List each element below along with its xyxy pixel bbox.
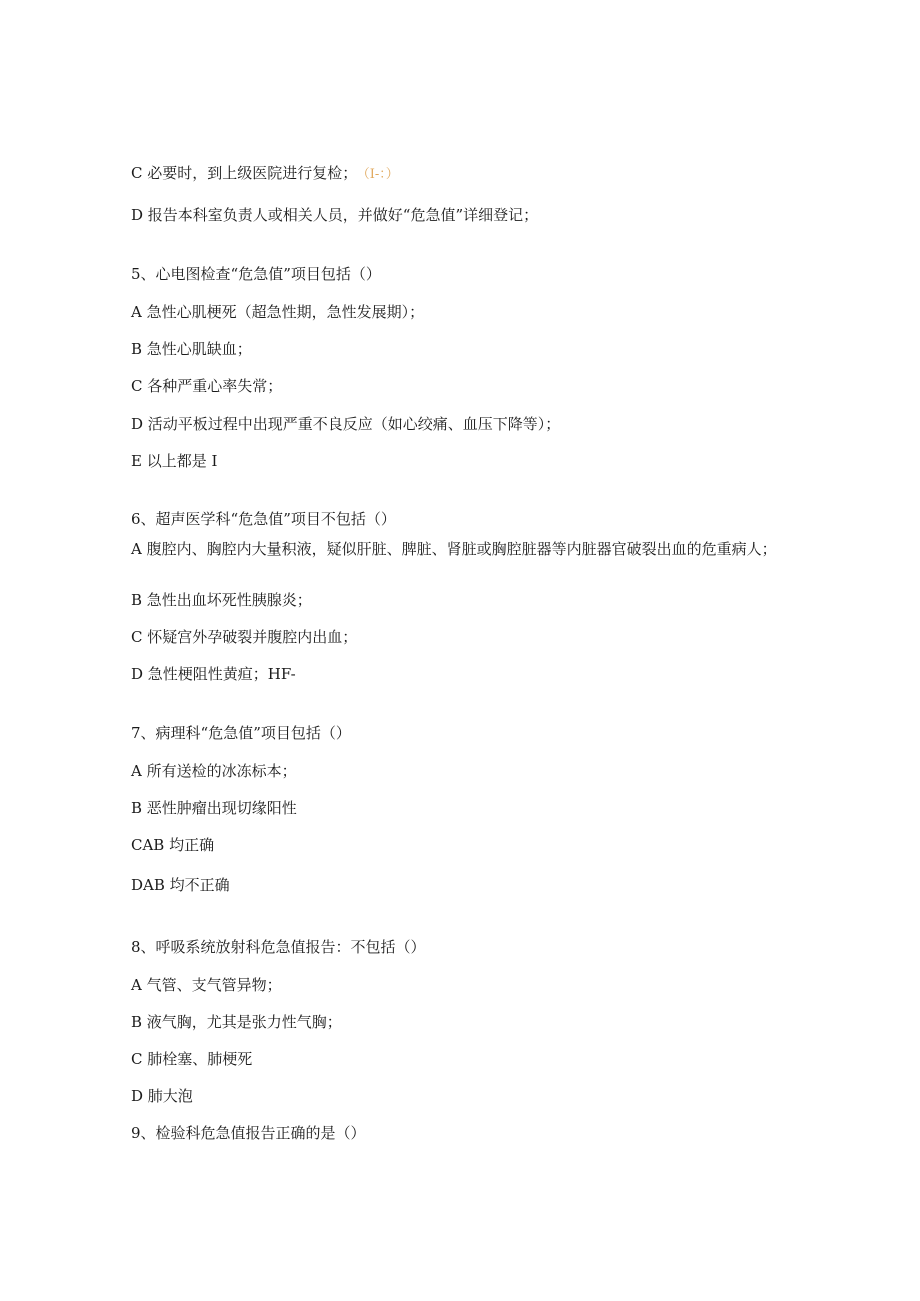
question-7-option-c: CAB 均正确 <box>131 836 215 854</box>
question-5-option-b: B 急性心肌缺血； <box>131 340 252 358</box>
question-5-option-c: C 各种严重心率失常； <box>131 377 283 395</box>
question-6-option-a: A 腹腔内、胸腔内大量积液，疑似肝脏、脾脏、肾脏或胸腔脏器等内脏器官破裂出血的危重病人； <box>131 540 777 558</box>
question-6-option-b: B 急性出血坏死性胰腺炎； <box>131 591 312 609</box>
question-9: 9、检验科危急值报告正确的是（） <box>131 1124 366 1142</box>
question-5: 5、心电图检查“危急值”项目包括（） <box>131 265 381 283</box>
question-6-option-d: D 急性梗阻性黄疸；HF- <box>131 665 296 683</box>
question-8-option-b: B 液气胸，尤其是张力性气胸； <box>131 1013 342 1031</box>
question-7: 7、病理科“危急值”项目包括（） <box>131 724 351 742</box>
option-text: C 必要时，到上级医院进行复检； <box>131 164 358 182</box>
question-5-option-e: E 以上都是 I <box>131 452 218 470</box>
question-6-option-c: C 怀疑宫外孕破裂并腹腔内出血； <box>131 628 358 646</box>
question-7-option-d: DAB 均不正确 <box>131 876 230 894</box>
question-7-option-b: B 恶性肿瘤出现切缘阳性 <box>131 799 297 817</box>
option-c-line <box>131 163 399 185</box>
question-5-option-a: A 急性心肌梗死（超急性期，急性发展期）； <box>131 303 425 321</box>
option-d-line: D 报告本科室负责人或相关人员，并做好“危急值”详细登记； <box>131 206 539 224</box>
question-7-option-a: A 所有送检的冰冻标本； <box>131 762 297 780</box>
question-6: 6、超声医学科“危急值”项目不包括（） <box>131 510 396 528</box>
faint-annotation: （I-：） <box>363 167 399 182</box>
question-8-option-d: D 肺大泡 <box>131 1087 193 1105</box>
question-5-option-d: D 活动平板过程中出现严重不良反应（如心绞痛、血压下降等）； <box>131 415 561 433</box>
question-8: 8、呼吸系统放射科危急值报告：不包括（） <box>131 938 426 956</box>
question-8-option-c: C 肺栓塞、肺梗死 <box>131 1050 253 1068</box>
question-8-option-a: A 气管、支气管异物； <box>131 976 282 994</box>
